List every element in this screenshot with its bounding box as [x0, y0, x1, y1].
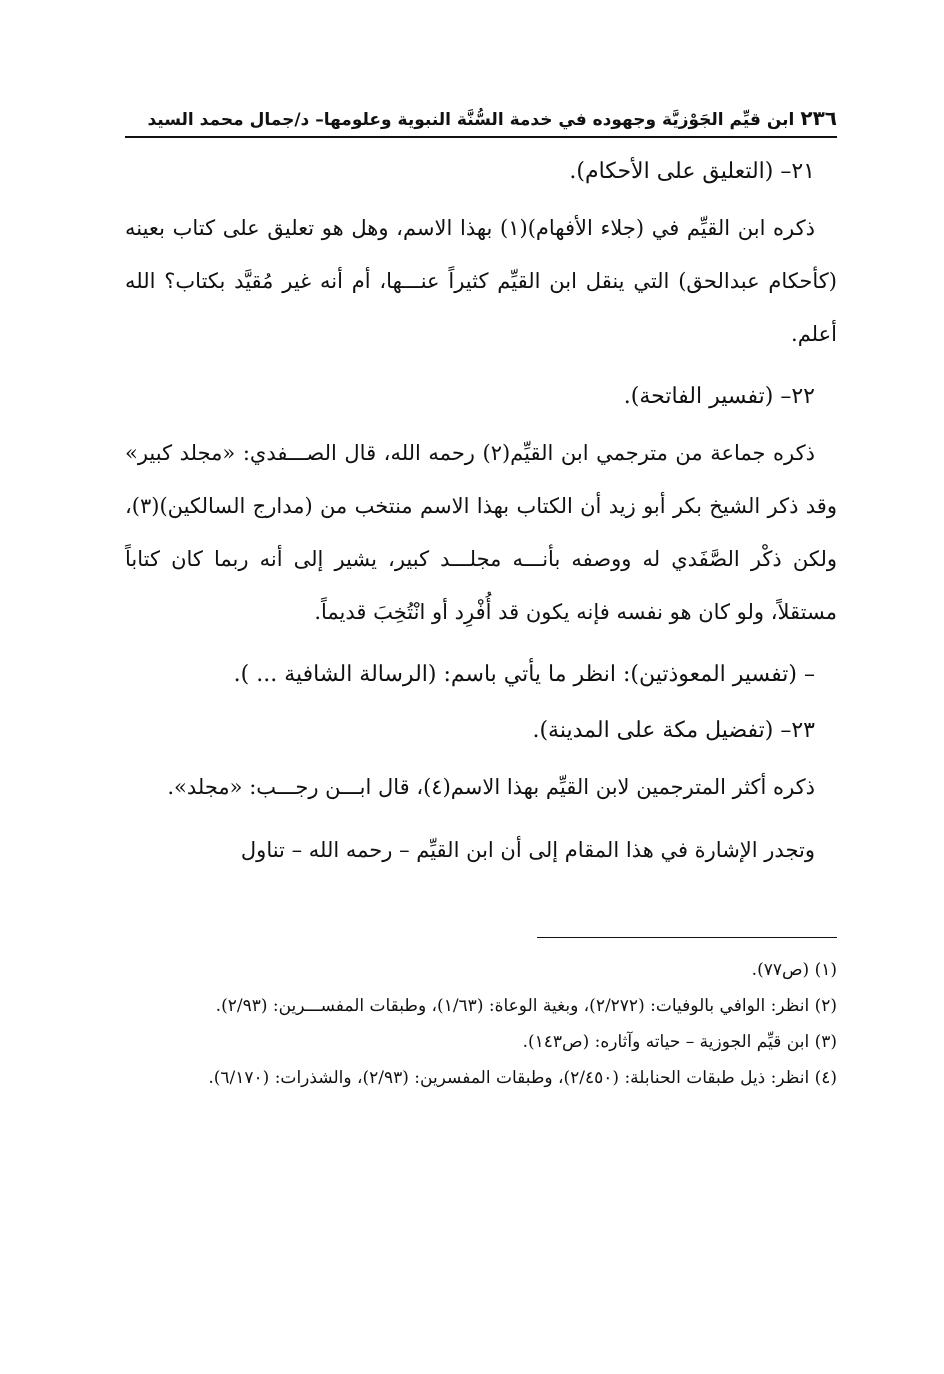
page-number: ٢٣٦ [800, 106, 837, 130]
paragraph-23: ذكره أكثر المترجمين لابن القيِّم بهذا الاسم(٤)، قال ابـــن رجـــب: «مجلد». [167, 775, 815, 799]
footnote-3: (٣) ابن قيِّم الجوزية – حياته وآثاره: (ص١٤٣). [522, 1032, 837, 1052]
footnote-4: (٤) انظر: ذيل طبقات الحنابلة: (٢/٤٥٠)، وطبقات المفسرين: (٢/٩٣)، والشذرات: (٦/١٧٠). [208, 1068, 837, 1088]
footnote-2: (٢) انظر: الوافي بالوفيات: (٢/٢٧٢)، وبغية الوعاة: (١/٦٣)، وطبقات المفســـرين: (٢/٩٣). [215, 996, 837, 1016]
cross-reference-line: – (تفسير المعوذتين): انظر ما يأتي باسم: (الرسالة الشافية ... ). [233, 662, 815, 687]
paragraph-22: ذكره جماعة من مترجمي ابن القيِّم(٢) رحمه الله، قال الصـــفدي: «مجلد كبير» وقد ذكر الشيخ بكر أبو زيد أن الكتاب بهذا الاسم منتخب من (مدارج السالكين)(٣)، ولكن ذكْر الصَّفَدي له ووصفه بأنـــه مجلـــد كبير، يشير إلى أنه ربما كان كتاباً مستقلاً، ولو كان هو نفسه فإنه يكون قد أُفْرِد أو انْتُخِبَ قديماً. [125, 441, 837, 624]
footnote-separator [537, 937, 837, 938]
main-text [125, 146, 837, 877]
entry-heading-22: ٢٢– (تفسير الفاتحة). [623, 384, 815, 409]
book-page [125, 100, 837, 1360]
footnotes [125, 952, 837, 1096]
footnote-1: (١) (ص٧٧). [751, 960, 837, 980]
entry-heading-21: ٢١– (التعليق على الأحكام). [569, 159, 815, 184]
paragraph-21: ذكره ابن القيِّم في (جلاء الأفهام)(١) بهذا الاسم، وهل هو تعليق على كتاب بعينه (كأحكام عبدالحق) التي ينقل ابن القيِّم كثيراً عنـــها، أم أنه غير مُقيَّد بكتاب؟ الله أعلم. [125, 216, 837, 346]
running-header [125, 100, 837, 138]
paragraph-continuation: وتجدر الإشارة في هذا المقام إلى أن ابن القيِّم – رحمه الله – تناول [240, 838, 815, 862]
running-title: ابن قيِّم الجَوْزيَّة وجهوده في خدمة السُّنَّة النبوية وعلومها– د/جمال محمد السيد [147, 110, 795, 130]
entry-heading-23: ٢٣– (تفضيل مكة على المدينة). [532, 718, 815, 743]
